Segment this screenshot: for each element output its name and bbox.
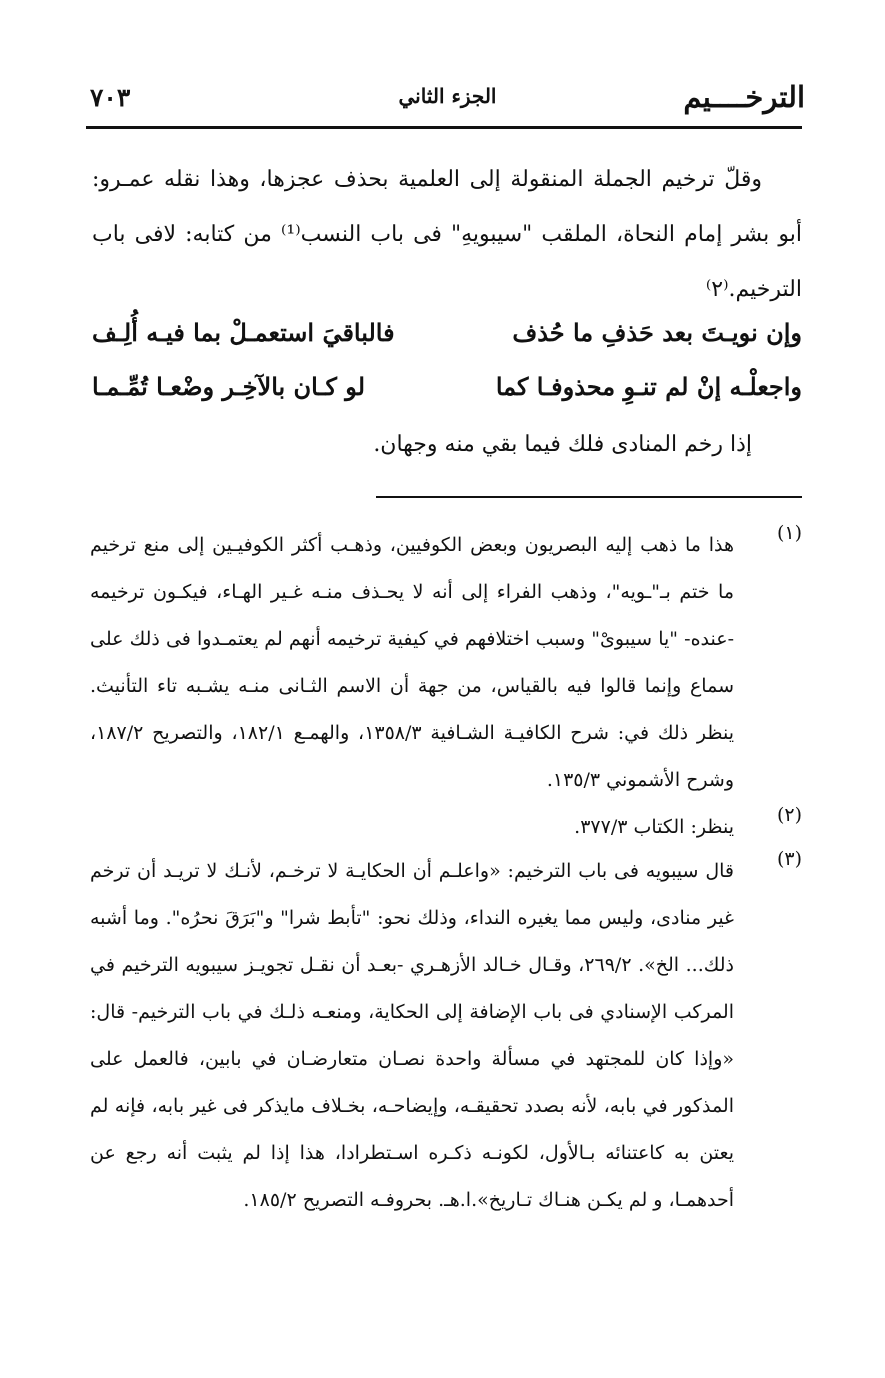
volume-label: الجزء الثاني — [398, 84, 497, 108]
footnote-number: (١) — [776, 522, 802, 544]
footnote-number: (٢) — [776, 804, 802, 826]
footnote-text: قال سيبويه فى باب الترخيم: «واعلـم أن الحكايـة لا ترخـم، لأنـك لا تريـد أن ترخم غير منادى، وليس مما يغيره النداء، وذلك نحو: "تأبط شرا" و"بَرَقَ نحرُه". وما أشبه ذلك... الخ». ٢٦٩/٢، وقـال خـالد الأزهـري -بعـد أن نقـل تجويـز سيبويه الترخيم في المركب الإسنادي فى باب الإضافة إلى الحكاية، ومنعـه ذلـك في باب الترخيم- قال: «وإذا كان للمجتهد في مسألة واحدة نصـان متعارضـان في بابين، فالعمل على المذكور في بابه، لأنه بصدد تحقيقـه، وإيضاحـه، بخـلاف مايذكر فى غير بابه، فإنه لم يعتن به كاعتنائه بـالأول، لكونـه ذكـره اسـتطرادا، هذا إذا لم يثبت أنه رجع عن أحدهمـا، و لم يكـن هنـاك تـاريخ».ا.هـ. بحروفـه التصريح ١٨٥/٢. — [90, 860, 734, 1211]
verse-first-hemistich: واجعلْـه إنْ لم تنـوِ محذوفـا كما — [495, 372, 802, 401]
verse-line — [92, 318, 802, 368]
verse-line — [92, 372, 802, 422]
verse-first-hemistich: وإن نويـتَ بعد حَذفِ ما حُذف — [512, 318, 802, 347]
verse-second-hemistich: لو كـان بالآخِـر وضْعـا تُمِّـمـا — [92, 372, 366, 401]
running-header — [90, 80, 805, 120]
chapter-title: الترخــــيم — [683, 80, 805, 114]
footnote — [90, 804, 802, 851]
page-number: ٧٠٣ — [90, 83, 131, 112]
footnote-separator — [376, 496, 802, 498]
main-text — [92, 152, 802, 317]
footnote-text: هذا ما ذهب إليه البصريون وبعض الكوفيين، وذهـب أكثر الكوفيـين إلى منع ترخيم ما ختم بـ"ـويه"، وذهب الفراء إلى أنه لا يحـذف منـه غـير الهـاء، فيكـون ترخيمه -عنده- "يا سيبوىْ" وسبب اختلافهم في كيفية ترخيمه أنهم لم يعتمـدوا فى ذلك على سماع وإنما قالوا فيه بالقياس، من جهة أن الاسم الثـانى منـه يشـبه تاء التأنيث. ينظر ذلك في: شرح الكافيـة الشـافية ١٣٥٨/٣، والهمـع ١٨٢/١، والتصريح ١٨٧/٢، وشرح الأشموني ١٣٥/٣. — [90, 534, 734, 791]
verse-second-hemistich: فالباقيَ استعمـلْ بما فيـه أُلِـف — [92, 318, 395, 347]
main-paragraph: وقلّ ترخيم الجملة المنقولة إلى العلمية بحذف عجزها، وهذا نقله عمـرو: أبو بشر إمام النحاة، الملقب "سيبويهِ" فى باب النسب⁽¹⁾ من كتابه: لافى باب الترخيم.⁽٢⁾ — [92, 167, 802, 302]
footnote-text: ينظر: الكتاب ٣٧٧/٣. — [574, 816, 734, 838]
footnote-number: (٣) — [776, 848, 802, 870]
footnote — [90, 848, 802, 1224]
footnote — [90, 522, 802, 804]
header-rule — [86, 126, 802, 129]
after-verse-text: إذا رخم المنادى فلك فيما بقي منه وجهان. — [373, 432, 752, 457]
